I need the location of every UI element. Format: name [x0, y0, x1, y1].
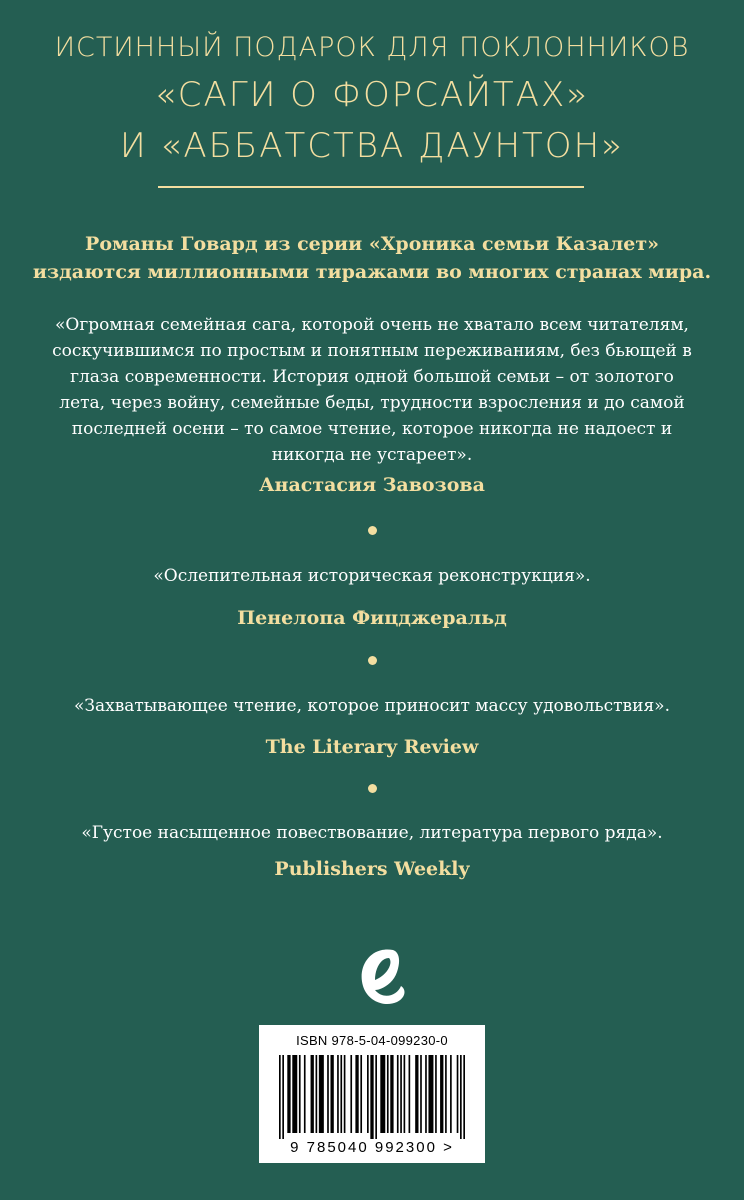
barcode-bar — [299, 1055, 301, 1133]
barcode-bar — [316, 1055, 318, 1133]
intro-line-1: Романы Говард из серии «Хроника семьи Казалет» — [85, 233, 659, 255]
eksmo-logo-icon — [353, 944, 409, 1014]
barcode-bar — [460, 1055, 462, 1139]
barcode-bar — [425, 1055, 427, 1133]
barcode-bar — [282, 1055, 284, 1139]
headline-divider — [158, 186, 584, 188]
barcode-bar — [319, 1055, 324, 1133]
separator-dot — [368, 784, 377, 793]
quote-line: глаза современности. История одной большой семьи – от золотого — [70, 367, 674, 387]
review-quote-4 — [36, 820, 708, 846]
quote-line: «Густое насыщенное повествование, литература первого ряда». — [81, 823, 663, 843]
barcode-bar — [350, 1055, 352, 1133]
review-quote-1 — [36, 312, 708, 468]
barcode-bar — [435, 1055, 437, 1133]
barcode-bar — [409, 1055, 411, 1133]
quote-line: «Захватывающее чтение, которое приносит массу удовольствия». — [73, 696, 670, 716]
barcode-bar — [370, 1055, 373, 1139]
barcode-bar — [404, 1055, 406, 1133]
quote-line: «Ослепительная историческая реконструкция». — [153, 566, 591, 586]
quote-line: никогда не устареет». — [271, 445, 473, 465]
barcode-bar — [463, 1055, 465, 1139]
intro-line-2: издаются миллионными тиражами во многих странах мира. — [32, 261, 712, 283]
separator-dot — [368, 656, 377, 665]
isbn-digits: 9 785040 992300 > — [290, 1139, 454, 1156]
barcode-bar — [344, 1055, 346, 1133]
isbn-label: ISBN 978-5-04-099230-0 — [296, 1033, 448, 1048]
headline-line-1: ИСТИННЫЙ ПОДАРОК ДЛЯ ПОКЛОННИКОВ — [54, 32, 690, 63]
barcode-bar — [440, 1055, 443, 1133]
barcode-bar — [287, 1055, 290, 1133]
barcode-bar — [367, 1055, 369, 1133]
barcode-bar — [428, 1055, 433, 1133]
barcode-bar — [450, 1055, 452, 1133]
quote-line: «Огромная семейная сага, которой очень не хватало всем читателям, — [55, 315, 689, 335]
isbn-barcode-box — [259, 1025, 485, 1163]
barcode-bar — [387, 1055, 389, 1133]
barcode-bar — [292, 1055, 297, 1133]
headline-line-3: И «АББАТСТВА ДАУНТОН» — [120, 126, 624, 166]
barcode-bar — [279, 1055, 281, 1139]
barcode-bar — [304, 1055, 306, 1133]
review-quote-3 — [36, 693, 708, 719]
barcode-bar — [420, 1055, 422, 1133]
barcode-bar — [415, 1055, 418, 1133]
barcode-bar — [457, 1055, 459, 1133]
review-author-1: Анастасия Завозова — [259, 474, 485, 496]
quote-line: соскучившимся по простым и понятным переживаниям, без бьющей в — [52, 341, 692, 361]
review-author-4: Publishers Weekly — [274, 858, 470, 880]
series-intro — [30, 230, 714, 286]
barcode-bar — [330, 1055, 333, 1133]
quote-line: последней осени – то самое чтение, которое никогда не надоест и — [71, 419, 673, 439]
barcode-bar — [400, 1055, 402, 1133]
review-quote-2 — [36, 563, 708, 589]
barcode-bar — [397, 1055, 399, 1133]
review-author-2: Пенелопа Фицджеральд — [237, 607, 507, 629]
barcode-bar — [360, 1055, 362, 1133]
cover-headline — [0, 26, 744, 172]
barcode-bar — [445, 1055, 447, 1133]
barcode-image — [279, 1055, 465, 1139]
review-author-3: The Literary Review — [265, 736, 479, 758]
barcode-bar — [380, 1055, 385, 1133]
barcode-bar — [375, 1055, 377, 1139]
separator-dot — [368, 526, 377, 535]
quote-line: лета, через войну, семейные беды, трудности взросления и до самой — [59, 393, 685, 413]
barcode-bar — [327, 1055, 329, 1133]
barcode-bar — [355, 1055, 358, 1133]
headline-line-2: «САГИ О ФОРСАЙТАХ» — [154, 75, 590, 115]
barcode-bar — [311, 1055, 314, 1133]
barcode-bar — [340, 1055, 342, 1133]
barcode-bar — [390, 1055, 393, 1133]
barcode-bar — [337, 1055, 339, 1133]
